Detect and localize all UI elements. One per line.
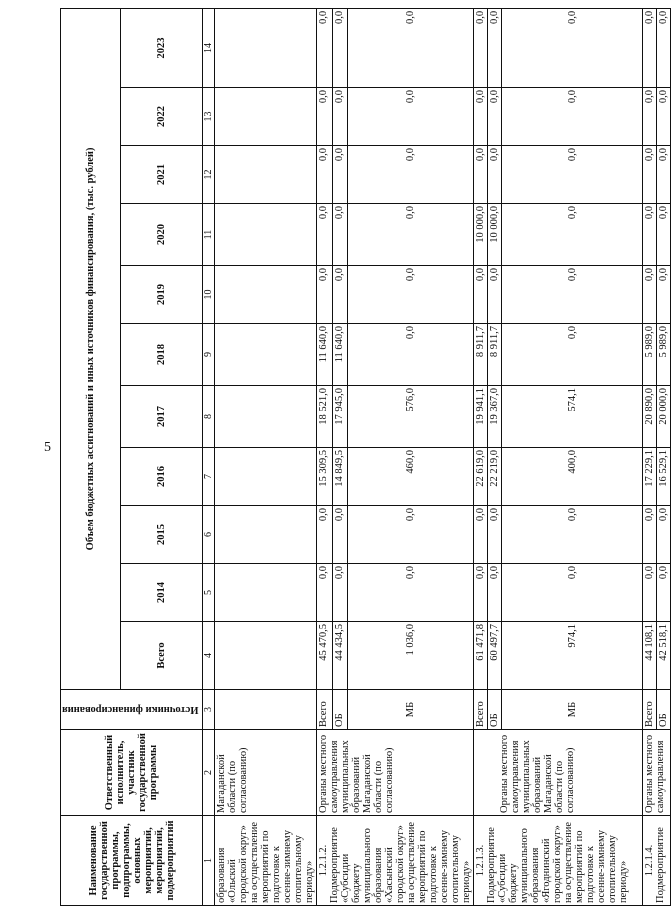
measure-code: 1.2.1.4. [644, 844, 656, 877]
column-index: 1 [203, 816, 215, 906]
empty-cell [215, 8, 317, 87]
value-cell: 576,0 [347, 386, 474, 448]
value-cell: 0,0 [643, 8, 657, 87]
empty-cell [215, 146, 317, 204]
value-cell: 0,0 [657, 146, 671, 204]
value-cell: 0,0 [317, 266, 332, 324]
value-cell: 10 000,0 [488, 204, 502, 266]
value-cell: 0,0 [317, 88, 332, 146]
header-year: 2014 [121, 564, 203, 622]
value-cell: 0,0 [657, 266, 671, 324]
value-cell: 0,0 [643, 146, 657, 204]
measure-name: образования «Ольский городской округ» на осуществление мероприятий по подготовке к осенне-зимнему отопительному периоду» [215, 816, 317, 906]
header-year: 2015 [121, 506, 203, 564]
value-cell: 0,0 [347, 266, 474, 324]
value-cell: 0,0 [502, 8, 643, 87]
value-cell: 0,0 [474, 506, 488, 564]
value-cell: 0,0 [474, 8, 488, 87]
value-cell: 0,0 [332, 506, 347, 564]
column-index: 12 [203, 146, 215, 204]
value-cell: 0,0 [488, 146, 502, 204]
source-cell: МБ [502, 690, 643, 730]
value-cell: 0,0 [643, 564, 657, 622]
executor-cell [474, 730, 643, 816]
header-year: 2021 [121, 146, 203, 204]
value-cell: 0,0 [502, 564, 643, 622]
value-cell: 0,0 [347, 506, 474, 564]
value-cell: 5 989,0 [643, 324, 657, 386]
table-row [474, 8, 488, 905]
measure-code: 1.2.1.2. [318, 844, 330, 877]
financing-table [60, 8, 671, 906]
value-cell: 0,0 [502, 506, 643, 564]
source-cell: ОБ [332, 690, 347, 730]
value-cell: 20 890,0 [643, 386, 657, 448]
header-year: 2023 [121, 8, 203, 87]
header-year: Всего [121, 622, 203, 690]
empty-cell [215, 690, 317, 730]
value-cell: 20 000,0 [657, 386, 671, 448]
page-number: 5 [44, 440, 51, 455]
column-index: 13 [203, 88, 215, 146]
value-cell: 0,0 [643, 88, 657, 146]
value-cell: 0,0 [657, 8, 671, 87]
value-cell: 0,0 [332, 8, 347, 87]
measure-name [643, 816, 671, 906]
value-cell: 0,0 [347, 8, 474, 87]
source-cell: Всего [643, 690, 657, 730]
empty-cell [215, 88, 317, 146]
empty-cell [215, 324, 317, 386]
value-cell: 19 941,1 [474, 386, 488, 448]
value-cell: 8 911,7 [474, 324, 488, 386]
value-cell: 0,0 [502, 324, 643, 386]
table-row [317, 8, 332, 905]
measure-title: Подмероприятие «Субсидии бюджету муниципального образования «Хасынский городской округ» на осуществление мероприятий по подготовке к осенне-зимнему отопительному периоду» [329, 821, 473, 903]
empty-cell [215, 204, 317, 266]
value-cell: 0,0 [502, 146, 643, 204]
executor-cell: Органы местного самоуправления муниципальных образований Магаданской области (по согласованию) [317, 730, 474, 816]
value-cell: 22 219,0 [488, 448, 502, 506]
column-index: 8 [203, 386, 215, 448]
value-cell: 0,0 [332, 266, 347, 324]
column-index: 5 [203, 564, 215, 622]
column-index: 11 [203, 204, 215, 266]
value-cell: 0,0 [347, 564, 474, 622]
value-cell: 0,0 [317, 506, 332, 564]
value-cell: 0,0 [347, 204, 474, 266]
value-cell: 17 945,0 [332, 386, 347, 448]
source-cell: ОБ [488, 690, 502, 730]
header-year: 2019 [121, 266, 203, 324]
rotated-table-sheet [60, 9, 670, 906]
value-cell: 44 434,5 [332, 622, 347, 690]
header-year: 2022 [121, 88, 203, 146]
value-cell: 0,0 [347, 88, 474, 146]
value-cell: 0,0 [474, 146, 488, 204]
value-cell: 0,0 [657, 204, 671, 266]
value-cell: 22 619,0 [474, 448, 488, 506]
column-index: 4 [203, 622, 215, 690]
value-cell: 0,0 [317, 146, 332, 204]
header-year: 2017 [121, 386, 203, 448]
value-cell: 400,0 [502, 448, 643, 506]
source-cell: ОБ [657, 690, 671, 730]
value-cell: 0,0 [347, 324, 474, 386]
value-cell: 0,0 [488, 266, 502, 324]
header-year: 2020 [121, 204, 203, 266]
source-cell: Всего [317, 690, 332, 730]
value-cell: 0,0 [657, 506, 671, 564]
value-cell: 0,0 [474, 266, 488, 324]
measure-code: 1.2.1.3. [475, 844, 487, 877]
value-cell: 45 470,5 [317, 622, 332, 690]
value-cell: 0,0 [502, 266, 643, 324]
value-cell: 0,0 [317, 8, 332, 87]
value-cell: 0,0 [474, 564, 488, 622]
value-cell: 0,0 [332, 146, 347, 204]
source-cell: Всего [474, 690, 488, 730]
header-volume: Объем бюджетных ассигнований и иных источников финансирования, (тыс. рублей) [61, 8, 121, 689]
value-cell: 0,0 [317, 204, 332, 266]
empty-cell [215, 564, 317, 622]
value-cell: 0,0 [502, 204, 643, 266]
value-cell: 974,1 [502, 622, 643, 690]
header-source: Источники финансирования [61, 690, 203, 730]
value-cell: 17 229,1 [643, 448, 657, 506]
measure-title: Подмероприятие «Субсидии бюджету муниципального образования «Ягоднинский городской округ» на осуществление мероприятий по подготовке к осенне-зимнему отопительному периоду» [486, 821, 630, 903]
value-cell: 0,0 [643, 204, 657, 266]
value-cell: 0,0 [332, 564, 347, 622]
value-cell: 0,0 [657, 88, 671, 146]
header-year: 2018 [121, 324, 203, 386]
value-cell: 574,1 [502, 386, 643, 448]
value-cell: 11 640,0 [317, 324, 332, 386]
measure-name [317, 816, 474, 906]
column-index: 3 [203, 690, 215, 730]
empty-cell [215, 506, 317, 564]
column-index: 7 [203, 448, 215, 506]
executor-cell: Магаданской области (по согласованию) [215, 730, 317, 816]
measure-name [474, 816, 643, 906]
empty-cell [215, 266, 317, 324]
value-cell: 0,0 [643, 266, 657, 324]
value-cell: 0,0 [502, 88, 643, 146]
value-cell: 5 989,0 [657, 324, 671, 386]
value-cell: 0,0 [347, 146, 474, 204]
value-cell: 0,0 [488, 88, 502, 146]
value-cell: 0,0 [332, 204, 347, 266]
value-cell: 0,0 [657, 564, 671, 622]
value-cell: 44 108,1 [643, 622, 657, 690]
value-cell: 61 471,8 [474, 622, 488, 690]
value-cell: 18 521,0 [317, 386, 332, 448]
value-cell: 1 036,0 [347, 622, 474, 690]
header-year: 2016 [121, 448, 203, 506]
value-cell: 14 849,5 [332, 448, 347, 506]
column-index: 10 [203, 266, 215, 324]
column-index: 6 [203, 506, 215, 564]
table-row [643, 8, 657, 905]
value-cell: 60 497,7 [488, 622, 502, 690]
column-index: 2 [203, 730, 215, 816]
value-cell: 0,0 [488, 564, 502, 622]
value-cell: 42 518,1 [657, 622, 671, 690]
value-cell: 15 309,5 [317, 448, 332, 506]
header-name: Наименование государственной программы, подпрограммы, основных мероприятий, мероприятий, подмероприятий [61, 816, 203, 906]
value-cell: 0,0 [332, 88, 347, 146]
value-cell: 0,0 [317, 564, 332, 622]
value-cell: 0,0 [488, 506, 502, 564]
executor-text: Органы местного самоуправления муниципальных образований Магаданской области (по согласованию) [499, 734, 577, 813]
value-cell: 10 000,0 [474, 204, 488, 266]
value-cell: 460,0 [347, 448, 474, 506]
executor-cell: Органы местного самоуправления [643, 730, 671, 816]
value-cell: 16 529,1 [657, 448, 671, 506]
value-cell: 0,0 [474, 88, 488, 146]
value-cell: 0,0 [488, 8, 502, 87]
column-index: 9 [203, 324, 215, 386]
value-cell: 19 367,0 [488, 386, 502, 448]
header-executor: Ответственный исполнитель, участник государственной программы [61, 730, 203, 816]
value-cell: 0,0 [643, 506, 657, 564]
table-row [215, 8, 317, 905]
empty-cell [215, 386, 317, 448]
empty-cell [215, 622, 317, 690]
source-cell: МБ [347, 690, 474, 730]
column-index: 14 [203, 8, 215, 87]
value-cell: 8 911,7 [488, 324, 502, 386]
value-cell: 11 640,0 [332, 324, 347, 386]
measure-title: Подмероприятие [655, 827, 667, 903]
empty-cell [215, 448, 317, 506]
